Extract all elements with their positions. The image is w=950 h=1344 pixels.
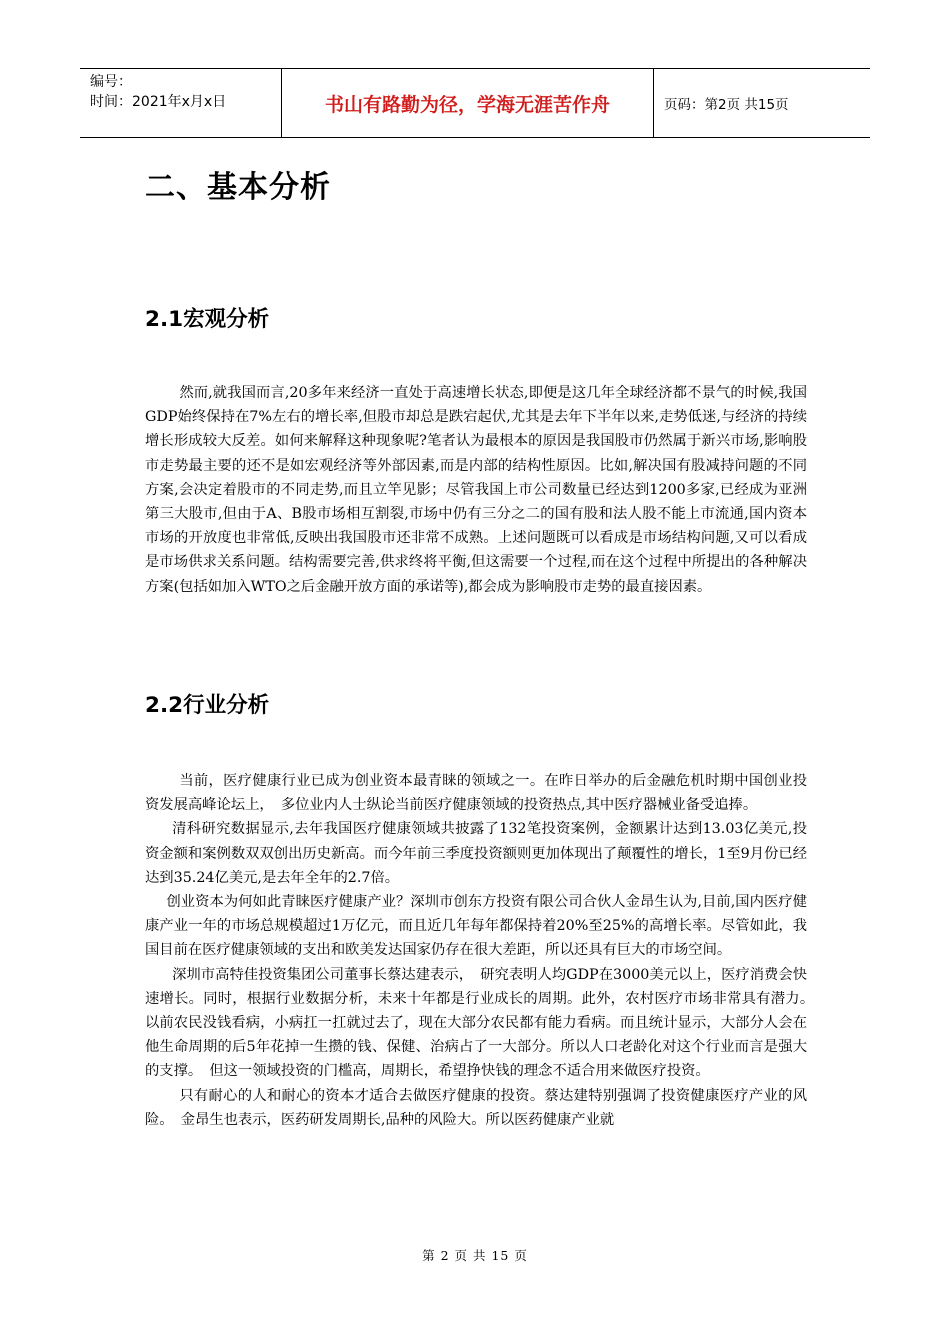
paragraph: 然而,就我国而言,20多年来经济一直处于高速增长状态,即便是这几年全球经济都不景气的时候,我国GDP始终保持在7%左右的增长率,但股市却总是跌宕起伏,尤其是去年下半年以来,走势低迷,与经济的持续增长形成较大反差。如何来解释这种现象呢?笔者认为最根本的原因是我国股市仍然属于新兴市场,影响股市走势最主要的还不是如宏观经济等外部因素,而是内部的结构性原因。比如,解决国有股减持问题的不同方案,会决定着股市的不同走势,而且立竿见影；尽管我国上市公司数量已经达到1200多家,已经成为亚洲第三大股市,但由于A、B股市场相互割裂,市场中仍有三分之二的国有股和法人股不能上市流通,国内资本市场的开放度也非常低,反映出我国股市还非常不成熟。上述问题既可以看成是市场结构问题,又可以看成是市场供求关系问题。结构需要完善,供求终将平衡,但这需要一个过程,而在这个过程中所提出的各种解决方案(包括如加入WTO之后金融开放方面的承诺等),都会成为影响股市走势的最直接因素。 (145, 385, 807, 595)
paragraph: 只有耐心的人和耐心的资本才适合去做医疗健康的投资。蔡达建特别强调了投资健康医疗产业的风险。 金昂生也表示，医药研发周期长,品种的风险大。所以医药健康产业就 (145, 1087, 807, 1128)
document-header (80, 68, 870, 138)
header-page-info: 页码：第2页 共15页 (664, 97, 789, 113)
time-label: 时间：2021年x月x日 (90, 94, 227, 110)
number-label: 编号： (90, 74, 132, 90)
page-footer: 第 2 页 共 15 页 (422, 1248, 528, 1263)
heading-industry-analysis: 2.2行业分析 (145, 693, 270, 718)
header-meta (80, 69, 282, 137)
paragraph: 清科研究数据显示,去年我国医疗健康领域共披露了132笔投资案例，金额累计达到13.03亿美元,投资金额和案例数双双创出历史新高。而今年前三季度投资额则更加体现出了颠覆性的增长，1至9月份已经达到35.24亿美元,是去年全年的2.7倍。 (145, 821, 807, 886)
section-title: 二、基本分析 (145, 170, 331, 205)
paragraph: 当前，医疗健康行业已成为创业资本最青睐的领域之一。在昨日举办的后金融危机时期中国创业投资发展高峰论坛上， 多位业内人士纵论当前医疗健康领域的投资热点,其中医疗器械业备受追捧。 (145, 773, 807, 814)
paragraph: 深圳市高特佳投资集团公司董事长蔡达建表示， 研究表明人均GDP在3000美元以上，医疗消费会快速增长。同时，根据行业数据分析，未来十年都是行业成长的周期。此外，农村医疗市场非常具有潜力。 以前农民没钱看病，小病扛一扛就过去了，现在大部分农民都有能力看病。而且统计显示，大部分人会在他生命周期的后5年花掉一生攒的钱、保健、治病占了一大部分。所以人口老龄化对这个行业而言是强大的支撑。 但这一领域投资的门槛高，周期长，希望挣快钱的理念不适合用来做医疗投资。 (145, 966, 822, 1080)
header-motto: 书山有路勤为径，学海无涯苦作舟 (282, 69, 654, 137)
paragraph: 创业资本为何如此青睐医疗健康产业？深圳市创东方投资有限公司合伙人金昂生认为,目前,国内医疗健康产业一年的市场总规模超过1万亿元，而且近几年每年都保持着20%至25%的高增长率。尽管如此，我国目前在医疗健康领域的支出和欧美发达国家仍存在很大差距，所以还具有巨大的市场空间。 (145, 894, 807, 959)
industry-analysis-body (145, 769, 822, 1132)
macro-analysis-body (145, 381, 807, 599)
heading-macro-analysis: 2.1宏观分析 (145, 307, 270, 332)
